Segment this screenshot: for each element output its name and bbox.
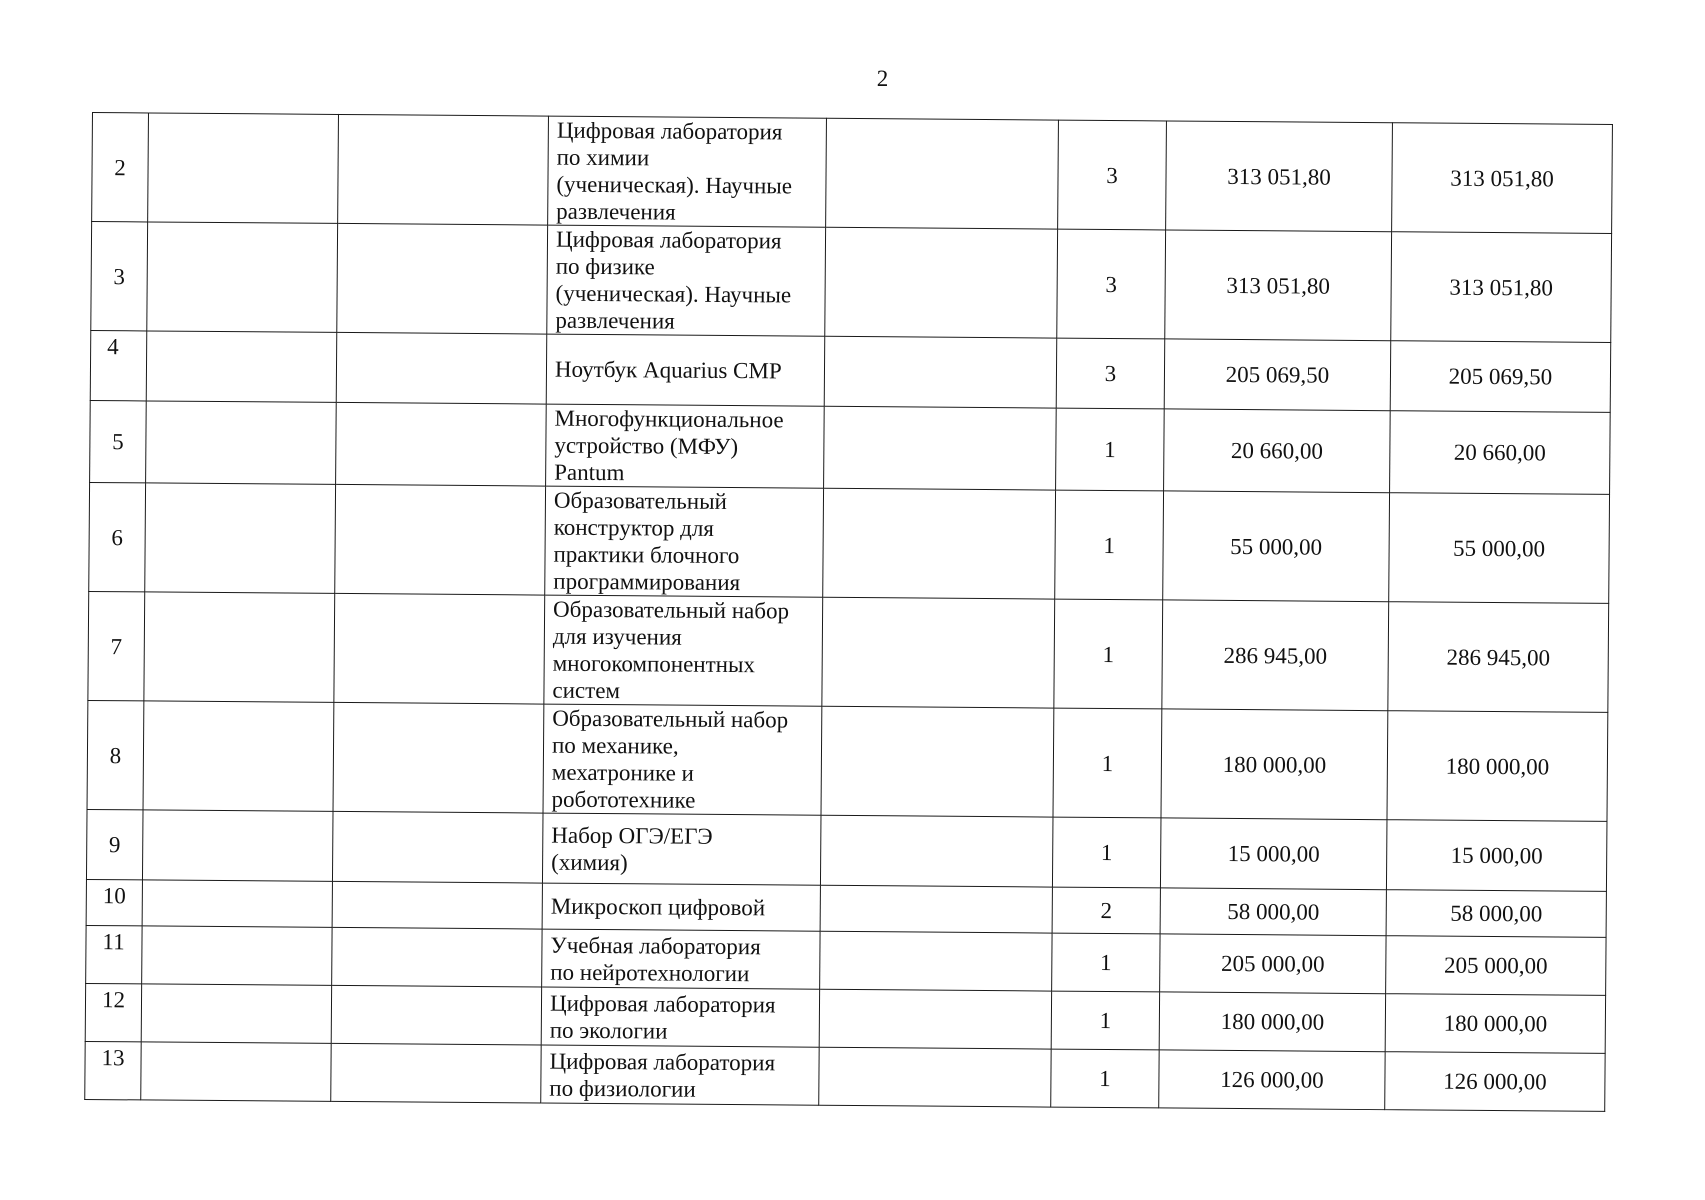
item-sum: 126 000,00 (1385, 1052, 1605, 1112)
empty-cell (820, 885, 1052, 933)
empty-cell (819, 989, 1051, 1049)
row-number: 6 (89, 482, 146, 591)
table-row (89, 482, 1610, 603)
item-quantity: 1 (1055, 490, 1164, 600)
empty-cell (820, 815, 1053, 887)
item-price: 55 000,00 (1163, 491, 1390, 602)
empty-cell (823, 488, 1056, 599)
item-sum: 313 051,80 (1391, 232, 1612, 343)
item-name: Образовательный конструктор для практики блочного программирования (553, 487, 741, 596)
row-number: 3 (91, 222, 148, 331)
item-price: 126 000,00 (1159, 1050, 1385, 1110)
empty-cell (332, 881, 542, 929)
empty-cell (824, 336, 1057, 408)
item-name: Цифровая лаборатория по физиологии (549, 1048, 776, 1102)
empty-cell (143, 701, 334, 811)
empty-cell (336, 332, 547, 404)
item-sum: 20 660,00 (1390, 411, 1611, 495)
empty-cell (142, 926, 332, 985)
item-name: Цифровая лаборатория по химии (ученическая). Научные развлечения (556, 117, 793, 225)
item-price: 286 945,00 (1162, 600, 1389, 711)
row-number: 12 (85, 983, 141, 1041)
table-row (88, 591, 1609, 712)
empty-cell (334, 593, 545, 704)
equipment-table (84, 112, 1613, 1112)
row-number: 10 (86, 879, 142, 925)
row-number: 5 (90, 400, 147, 482)
empty-cell (821, 706, 1054, 817)
item-price: 313 051,80 (1166, 121, 1393, 232)
item-quantity: 1 (1051, 1049, 1159, 1108)
table-row (91, 222, 1612, 343)
item-name: Микроскоп цифровой (550, 893, 766, 921)
item-price: 58 000,00 (1160, 888, 1386, 936)
empty-cell (336, 402, 547, 486)
empty-cell (142, 810, 333, 881)
row-number: 8 (87, 700, 144, 809)
empty-cell (337, 223, 548, 334)
table-row (90, 330, 1611, 412)
row-number: 4 (90, 330, 147, 400)
empty-cell (822, 597, 1055, 708)
empty-cell (147, 222, 338, 332)
item-price: 20 660,00 (1164, 409, 1391, 493)
empty-cell (146, 331, 337, 402)
item-price: 180 000,00 (1161, 709, 1388, 820)
table-row (90, 400, 1611, 494)
item-sum: 205 069,50 (1390, 341, 1611, 413)
item-quantity: 1 (1052, 933, 1160, 992)
empty-cell (332, 927, 542, 987)
empty-cell (820, 931, 1052, 991)
item-sum: 180 000,00 (1385, 994, 1605, 1054)
item-quantity: 1 (1054, 599, 1163, 709)
item-quantity: 1 (1051, 991, 1159, 1050)
row-number: 2 (92, 113, 149, 222)
empty-cell (331, 985, 541, 1045)
item-name: Цифровая лаборатория по экологии (549, 990, 776, 1044)
row-number: 7 (88, 591, 145, 700)
item-quantity: 1 (1052, 817, 1161, 888)
empty-cell (142, 880, 332, 927)
table-body (85, 113, 1613, 1112)
item-quantity: 3 (1058, 120, 1167, 230)
empty-cell (148, 113, 339, 223)
table-row (85, 1041, 1605, 1111)
table-row (86, 809, 1607, 891)
item-sum: 15 000,00 (1386, 820, 1607, 892)
empty-cell (332, 811, 543, 883)
empty-cell (825, 227, 1058, 338)
empty-cell (145, 483, 336, 593)
item-sum: 286 945,00 (1388, 602, 1609, 713)
item-sum: 313 051,80 (1392, 123, 1613, 234)
row-number: 11 (86, 925, 142, 983)
item-name: Цифровая лаборатория по физике (ученическая). Научные развлечения (555, 226, 792, 334)
empty-cell (819, 1047, 1051, 1107)
item-name: Набор ОГЭ/ЕГЭ (химия) (551, 822, 713, 875)
table-row (87, 700, 1608, 821)
item-price: 205 000,00 (1160, 934, 1386, 994)
item-quantity: 3 (1056, 338, 1165, 409)
empty-cell (141, 1042, 331, 1101)
item-name: Ноутбук Aquarius CMP (554, 356, 782, 384)
empty-cell (144, 592, 335, 702)
empty-cell (338, 114, 549, 225)
item-sum: 58 000,00 (1386, 890, 1606, 938)
item-price: 180 000,00 (1159, 992, 1385, 1052)
empty-cell (333, 702, 544, 813)
item-name: Образовательный набор для изучения многокомпонентных систем (552, 596, 790, 704)
item-sum: 205 000,00 (1386, 936, 1606, 996)
empty-cell (826, 118, 1059, 229)
empty-cell (331, 1043, 541, 1103)
item-sum: 55 000,00 (1389, 493, 1610, 604)
item-name: Учебная лаборатория по нейротехнологии (550, 932, 761, 986)
row-number: 9 (86, 809, 143, 879)
item-sum: 180 000,00 (1387, 711, 1608, 822)
item-price: 205 069,50 (1164, 339, 1391, 411)
empty-cell (824, 406, 1057, 490)
item-name: Образовательный набор по механике, мехатронике и робототехнике (551, 705, 789, 813)
page-number: 2 (876, 66, 889, 91)
item-quantity: 2 (1052, 887, 1160, 934)
item-price: 313 051,80 (1165, 230, 1392, 341)
item-quantity: 1 (1056, 408, 1165, 491)
table-row (92, 113, 1613, 234)
empty-cell (335, 484, 546, 595)
item-quantity: 1 (1053, 708, 1162, 818)
empty-cell (141, 984, 331, 1043)
item-name: Многофункциональное устройство (МФУ) Pantum (554, 405, 784, 486)
item-quantity: 3 (1057, 229, 1166, 339)
row-number: 13 (85, 1041, 141, 1099)
empty-cell (146, 401, 337, 484)
item-price: 15 000,00 (1160, 818, 1387, 890)
